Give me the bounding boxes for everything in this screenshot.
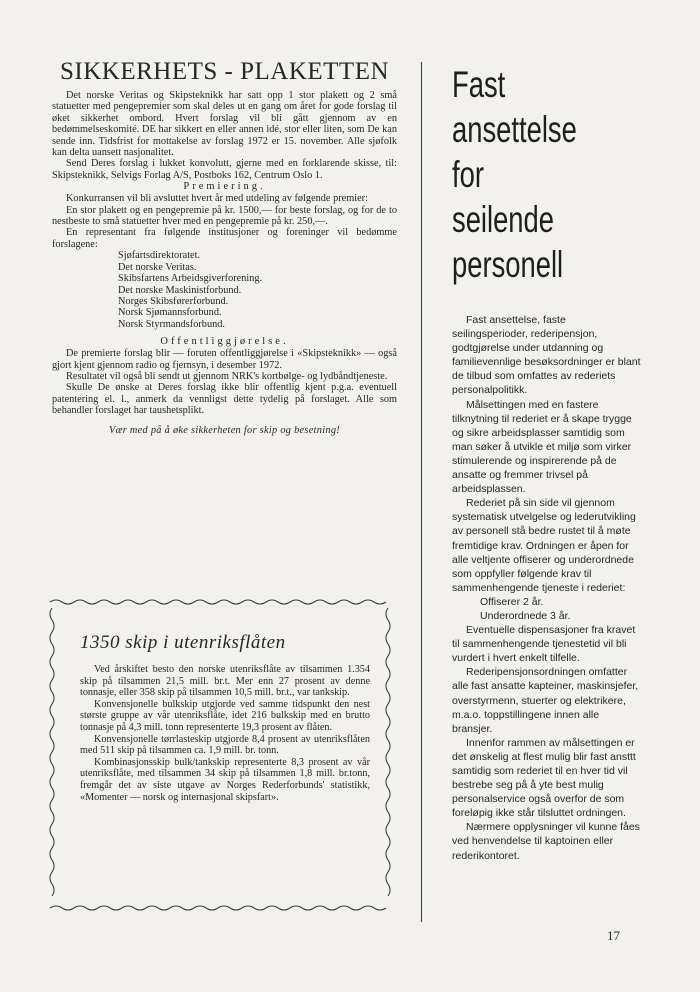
safety-plaque-article [52,58,397,436]
employment-article [452,62,642,863]
article-paragraph: Innenfor rammen av målsettingen er det ønskelig at flest mulig blir fast ansttt samtidig som rederiet til en hver tid vil bestrebe seg på å yte best mulig personalservice også overfor de som foreløpig ikke står tilsluttet ordningen. [452,736,636,820]
column-divider [421,62,422,922]
article-headline [452,62,593,287]
premiering-paragraph: En representant fra følgende institusjoner og foreninger vil bedømme forslagene: [52,227,397,250]
page-number: 17 [607,928,620,943]
box-title: 1350 skip i utenriksflåten [80,632,286,653]
institution-item: Skibsfartens Arbeidsgiverforening. [118,273,263,285]
headline-line: personell [452,244,564,285]
section-heading-premiering: Premiering. [183,181,266,193]
article-title: SIKKERHETS - PLAKETTEN [59,58,390,85]
requirement-item: Underordnede 3 år. [480,609,571,622]
article-paragraph: Målsettingen med en fastere tilknytning til rederiet er å skape trygge og sikre arbeidsplasser samtidig som man søker å utvikle et miljø som virker stimulerende og inspirerende på de ansatte og fremmer trivsel på arbeidsplassen. [452,398,632,496]
article-paragraph: Nærmere opplysninger vil kunne fåes ved henvendelse til kaptoinen eller rederikontoret. [452,821,640,862]
institution-item: Norsk Styrmandsforbund. [118,318,225,330]
publication-paragraph: Skulle De ønske at Deres forslag ikke blir offentlig kjent p.g.a. eventuell patentering el. l., anmerk da vennligst dette tydelig på forslaget. Alle som behandler forslaget har taushetsplikt. [52,382,397,417]
article-paragraph: Rederiet på sin side vil gjennom systematisk utvelgelse og lederutvikling av personell stå bedre rustet til å møte fremtidige krav. Ordningen er åpen for alle veltjente offiserer og underordnede som oppfyller følgende krav til sammenhengende tjeneste i rederiet: [452,497,636,594]
institution-item: Sjøfartsdirektoratet. [118,250,201,262]
headline-line: seilende [452,199,555,240]
premiering-paragraph: Konkurransen vil bli avsluttet hvert år med utdeling av følgende premier: [66,193,368,205]
fleet-stats-box [44,596,396,916]
intro-paragraph: Send Deres forslag i lukket konvolutt, gjerne med en forklarende skisse, til: Skipsteknikk, Selvigs Forlag A/S, Postboks 162, Centrum Oslo 1. [52,158,397,181]
publication-paragraph: Resultatet vil også bli sendt ut gjennom NRK's kortbølge- og lydbåndtjeneste. [66,370,388,382]
institution-item: Norsk Sjømannsforbund. [118,307,222,319]
closing-slogan: Vær med på å øke sikkerheten for skip og besetning! [108,424,340,436]
article-paragraph: Fast ansettelse, faste seilingsperioder, rederipensjon, godtgjørelse under utdanning og familievennlige besøksordninger er blant de tilbud som omfattes av rederiets personalpolitikk. [452,314,641,397]
box-paragraph: Konvensjonelle bulkskip utgjorde ved samme tidspunkt den nest største gruppe av vår utenriksflåte, idet 216 bulkskip med en brutto tonnasje på 4,3 mill. tonn representerte 19,3 prosent av flåten. [80,698,370,733]
headline-line: ansettelse for [452,109,577,195]
box-paragraph: Kombinasjonsskip bulk/tankskip representerte 8,3 prosent av vår utenriksflåte, med tilsammen 34 skip på tilsammen 1,8 mill. br.tonn, fremgår det av siste utgave av Norges Rederforbunds' statistikk, «Momenter — norsk og internasjonal skipsfart». [80,756,370,803]
article-paragraph: Rederipensjonsordningen omfatter alle fast ansatte kapteiner, maskinsjefer, overstyrmenn, stuerter og elektrikere, m.a.o. toppstillingene innen alle bransjer. [452,666,639,735]
box-paragraph: Konvensjonelle tørrlasteskip utgjorde 8,4 prosent av utenriksflåten med 511 skip på tilsammen ca. 1,9 mill. br. tonn. [80,733,370,757]
institution-item: Norges Skibsførerforbund. [118,295,229,307]
institution-item: Det norske Maskinistforbund. [118,284,242,296]
publication-paragraph: De premierte forslag blir — foruten offentliggjørelse i «Skipsteknikk» — også gjort kjent gjennom radio og fjernsyn, i desember 1972. [52,348,397,371]
article-paragraph: Eventuelle dispensasjoner fra kravet til sammenhengende tjenestetid vil bli vurdert i hvert enkelt tilfelle. [452,624,636,665]
intro-paragraph: Det norske Veritas og Skipsteknikk har satt opp 1 stor plakett og 2 små statuetter med pengepremier som skal deles ut en gang om året for gode forslag til øket sikkerhet ombord. Hvert forslag vil bli gått gjennom av en bedømmelseskomité. DE har sikkert en eller annen idé, stor eller liten, som De kan sende inn. Tidsfrist for mottakelse av forslag 1972 er 15. november. Alle sjøfolk kan delta uansett nasjonalitet. [52,90,397,159]
section-heading-publication: Offentliggjørelse. [160,336,289,348]
box-paragraph: Ved årskiftet besto den norske utenriksflåte av tilsammen 1.354 skip på tilsammen 21,5 mill. br.t. Mer enn 27 prosent av denne tonnasje, eller 358 skip på tilsammen 10,5 mill. br.t., var tankskip. [80,664,370,699]
premiering-paragraph: En stor plakett og en pengepremie på kr. 1500,— for beste forslag, og for de to nestbeste to små statuetter hver med en pengepremie på kr. 250,—. [52,204,397,228]
headline-line: Fast [452,64,506,105]
institution-item: Det norske Veritas. [118,261,197,273]
requirement-item: Offiserer 2 år. [480,595,544,608]
